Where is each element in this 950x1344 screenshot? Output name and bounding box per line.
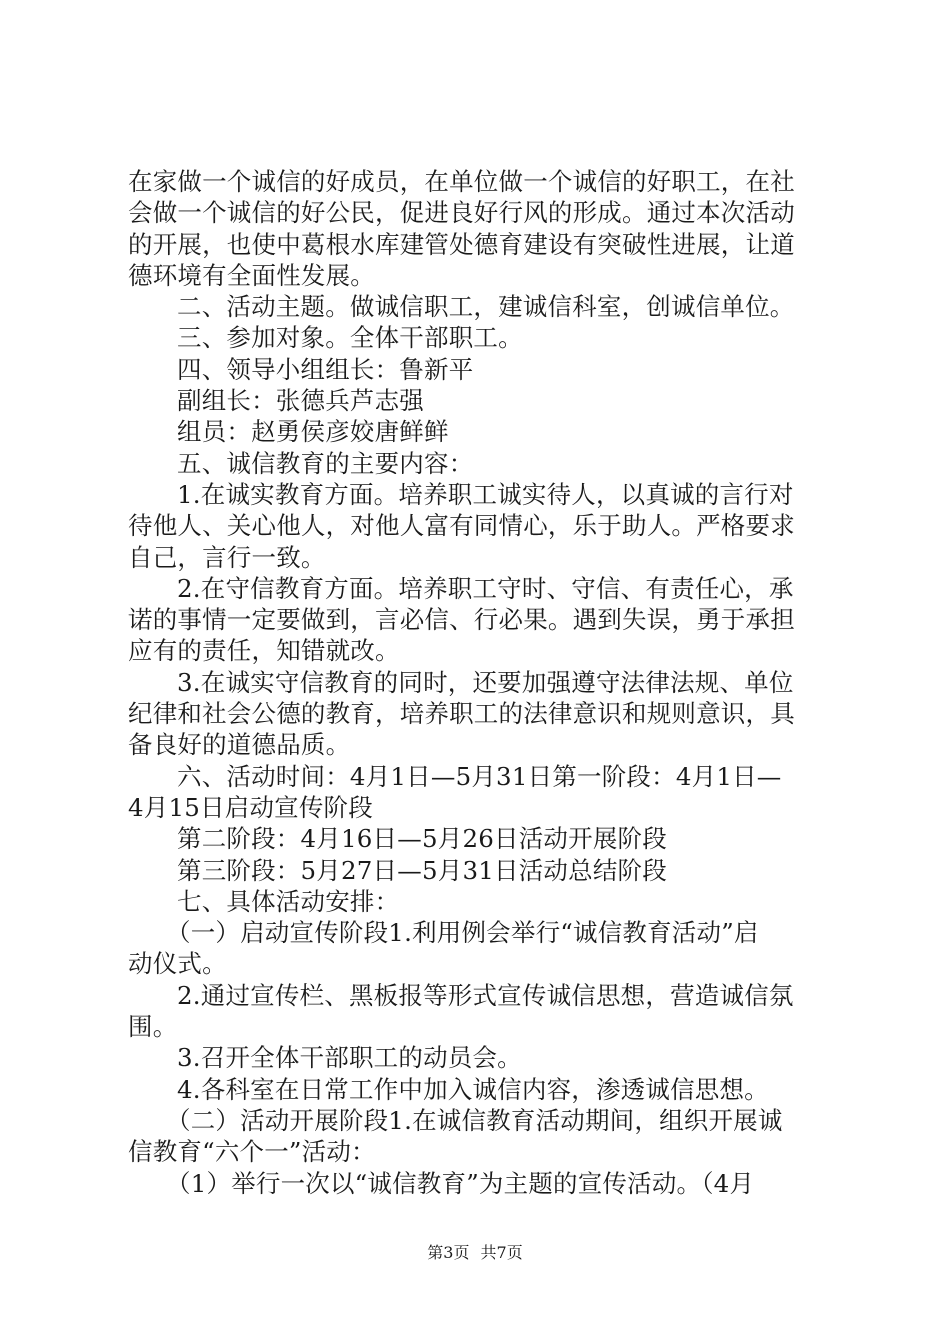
section-heading: 四、领导小组组长：鲁新平 — [177, 354, 474, 384]
body-line: 组员：赵勇侯彦姣唐鲜鲜 — [177, 417, 449, 447]
section-heading: 三、参加对象。全体干部职工。 — [177, 323, 523, 353]
list-item: 3.在诚实守信教育的同时，还要加强遵守法律法规、单位 — [177, 667, 794, 697]
section-heading: 七、具体活动安排： — [177, 886, 400, 916]
section-heading: 二、活动主题。做诚信职工，建诚信科室，创诚信单位。 — [177, 292, 795, 322]
body-line: 的开展，也使中葛根水库建管处德育建设有突破性进展，让道 — [128, 229, 795, 259]
page-total: 共7页 — [480, 1243, 523, 1262]
body-line: 副组长：张德兵芦志强 — [177, 386, 424, 416]
body-line: 纪律和社会公德的教育，培养职工的法律意识和规则意识，具 — [128, 699, 795, 729]
body-line: 围。 — [128, 1012, 178, 1042]
body-line: 第三阶段：5月27日—5月31日活动总结阶段 — [177, 855, 667, 885]
list-item: 2.在守信教育方面。培养职工守时、守信、有责任心，承 — [177, 573, 794, 603]
body-line: 动仪式。 — [128, 949, 227, 979]
body-line: 4月15日启动宣传阶段 — [128, 792, 373, 822]
body-line: 在家做一个诚信的好成员，在单位做一个诚信的好职工，在社 — [128, 167, 795, 196]
subsection-heading: （二）活动开展阶段1.在诚信教育活动期间，组织开展诚 — [166, 1105, 783, 1135]
list-item: 3.召开全体干部职工的动员会。 — [177, 1043, 522, 1073]
body-line: 自己，言行一致。 — [128, 542, 326, 572]
body-line: 第二阶段：4月16日—5月26日活动开展阶段 — [177, 824, 667, 854]
body-line: 信教育“六个一”活动： — [128, 1137, 376, 1167]
section-heading: 六、活动时间：4月1日—5月31日第一阶段：4月1日— — [177, 761, 782, 791]
document-body — [128, 166, 828, 1199]
list-item: 1.在诚实教育方面。培养职工诚实待人，以真诚的言行对 — [177, 479, 794, 509]
body-line: 会做一个诚信的好公民，促进良好行风的形成。通过本次活动 — [128, 198, 795, 228]
body-line: 德环境有全面性发展。 — [128, 260, 375, 290]
body-line: 应有的责任，知错就改。 — [128, 636, 400, 666]
body-line: 备良好的道德品质。 — [128, 730, 351, 760]
page-number: 第3页 — [427, 1243, 470, 1262]
body-line: 诺的事情一定要做到，言必信、行必果。遇到失误，勇于承担 — [128, 605, 795, 635]
page-footer — [0, 1243, 950, 1263]
subsection-heading: （一）启动宣传阶段1.利用例会举行“诚信教育活动”启 — [166, 918, 759, 948]
body-line: 待他人、关心他人，对他人富有同情心，乐于助人。严格要求 — [128, 511, 795, 541]
list-item: 2.通过宣传栏、黑板报等形式宣传诚信思想，营造诚信氛 — [177, 980, 794, 1010]
list-item: （1）举行一次以“诚信教育”为主题的宣传活动。（4月 — [166, 1168, 755, 1198]
list-item: 4.各科室在日常工作中加入诚信内容，渗透诚信思想。 — [177, 1074, 769, 1104]
section-heading: 五、诚信教育的主要内容： — [177, 448, 474, 478]
